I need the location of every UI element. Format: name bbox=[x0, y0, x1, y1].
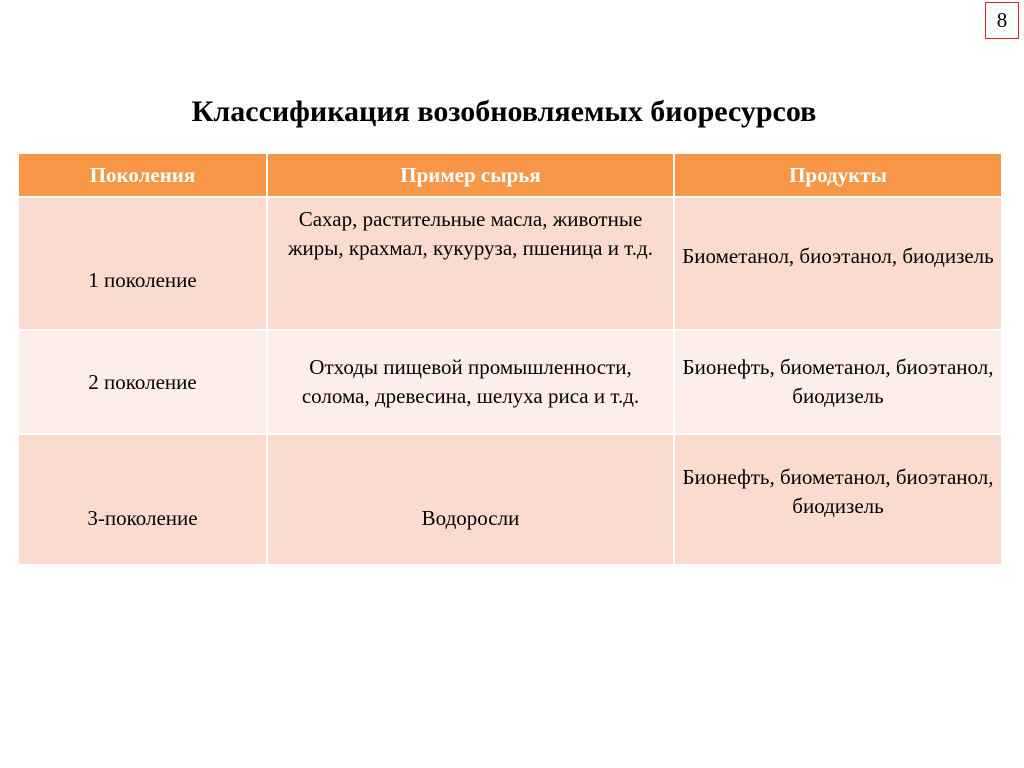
raw-material-cell bbox=[267, 330, 674, 434]
table-row bbox=[18, 434, 1002, 565]
raw-material-text: Водоросли bbox=[421, 506, 520, 530]
header-products: Продукты bbox=[674, 153, 1002, 197]
slide-title: Классификация возобновляемых биоресурсов bbox=[191, 95, 817, 128]
products-text: Бионефть, биометанол, биоэтанол, биодизель bbox=[682, 464, 994, 518]
products-cell bbox=[674, 197, 1002, 330]
products-cell bbox=[674, 330, 1002, 434]
generation-text: 2 поколение bbox=[88, 369, 197, 394]
header-raw-material: Пример сырья bbox=[267, 153, 674, 197]
generation-cell bbox=[18, 330, 267, 434]
table-header-row bbox=[18, 153, 1002, 197]
table-row bbox=[18, 330, 1002, 434]
raw-material-text: Отходы пищевой промышленности, солома, древесина, шелуха риса и т.д. bbox=[301, 355, 640, 408]
bioresources-table bbox=[17, 152, 1003, 566]
table-row bbox=[18, 197, 1002, 330]
generation-cell bbox=[18, 434, 267, 565]
generation-text: 1 поколение bbox=[88, 268, 197, 292]
generation-cell bbox=[18, 197, 267, 330]
products-text: Биометанол, биоэтанол, биодизель bbox=[682, 244, 994, 268]
raw-material-cell bbox=[267, 197, 674, 330]
header-generations: Поколения bbox=[18, 153, 267, 197]
generation-text: 3-поколение bbox=[87, 506, 198, 530]
raw-material-text: Сахар, растительные масла, животные жиры, крахмал, кукуруза, пшеница и т.д. bbox=[288, 207, 653, 260]
raw-material-cell bbox=[267, 434, 674, 565]
products-cell bbox=[674, 434, 1002, 565]
products-text: Бионефть, биометанол, биоэтанол, биодизель bbox=[682, 355, 994, 408]
page-number: 8 bbox=[985, 2, 1019, 39]
